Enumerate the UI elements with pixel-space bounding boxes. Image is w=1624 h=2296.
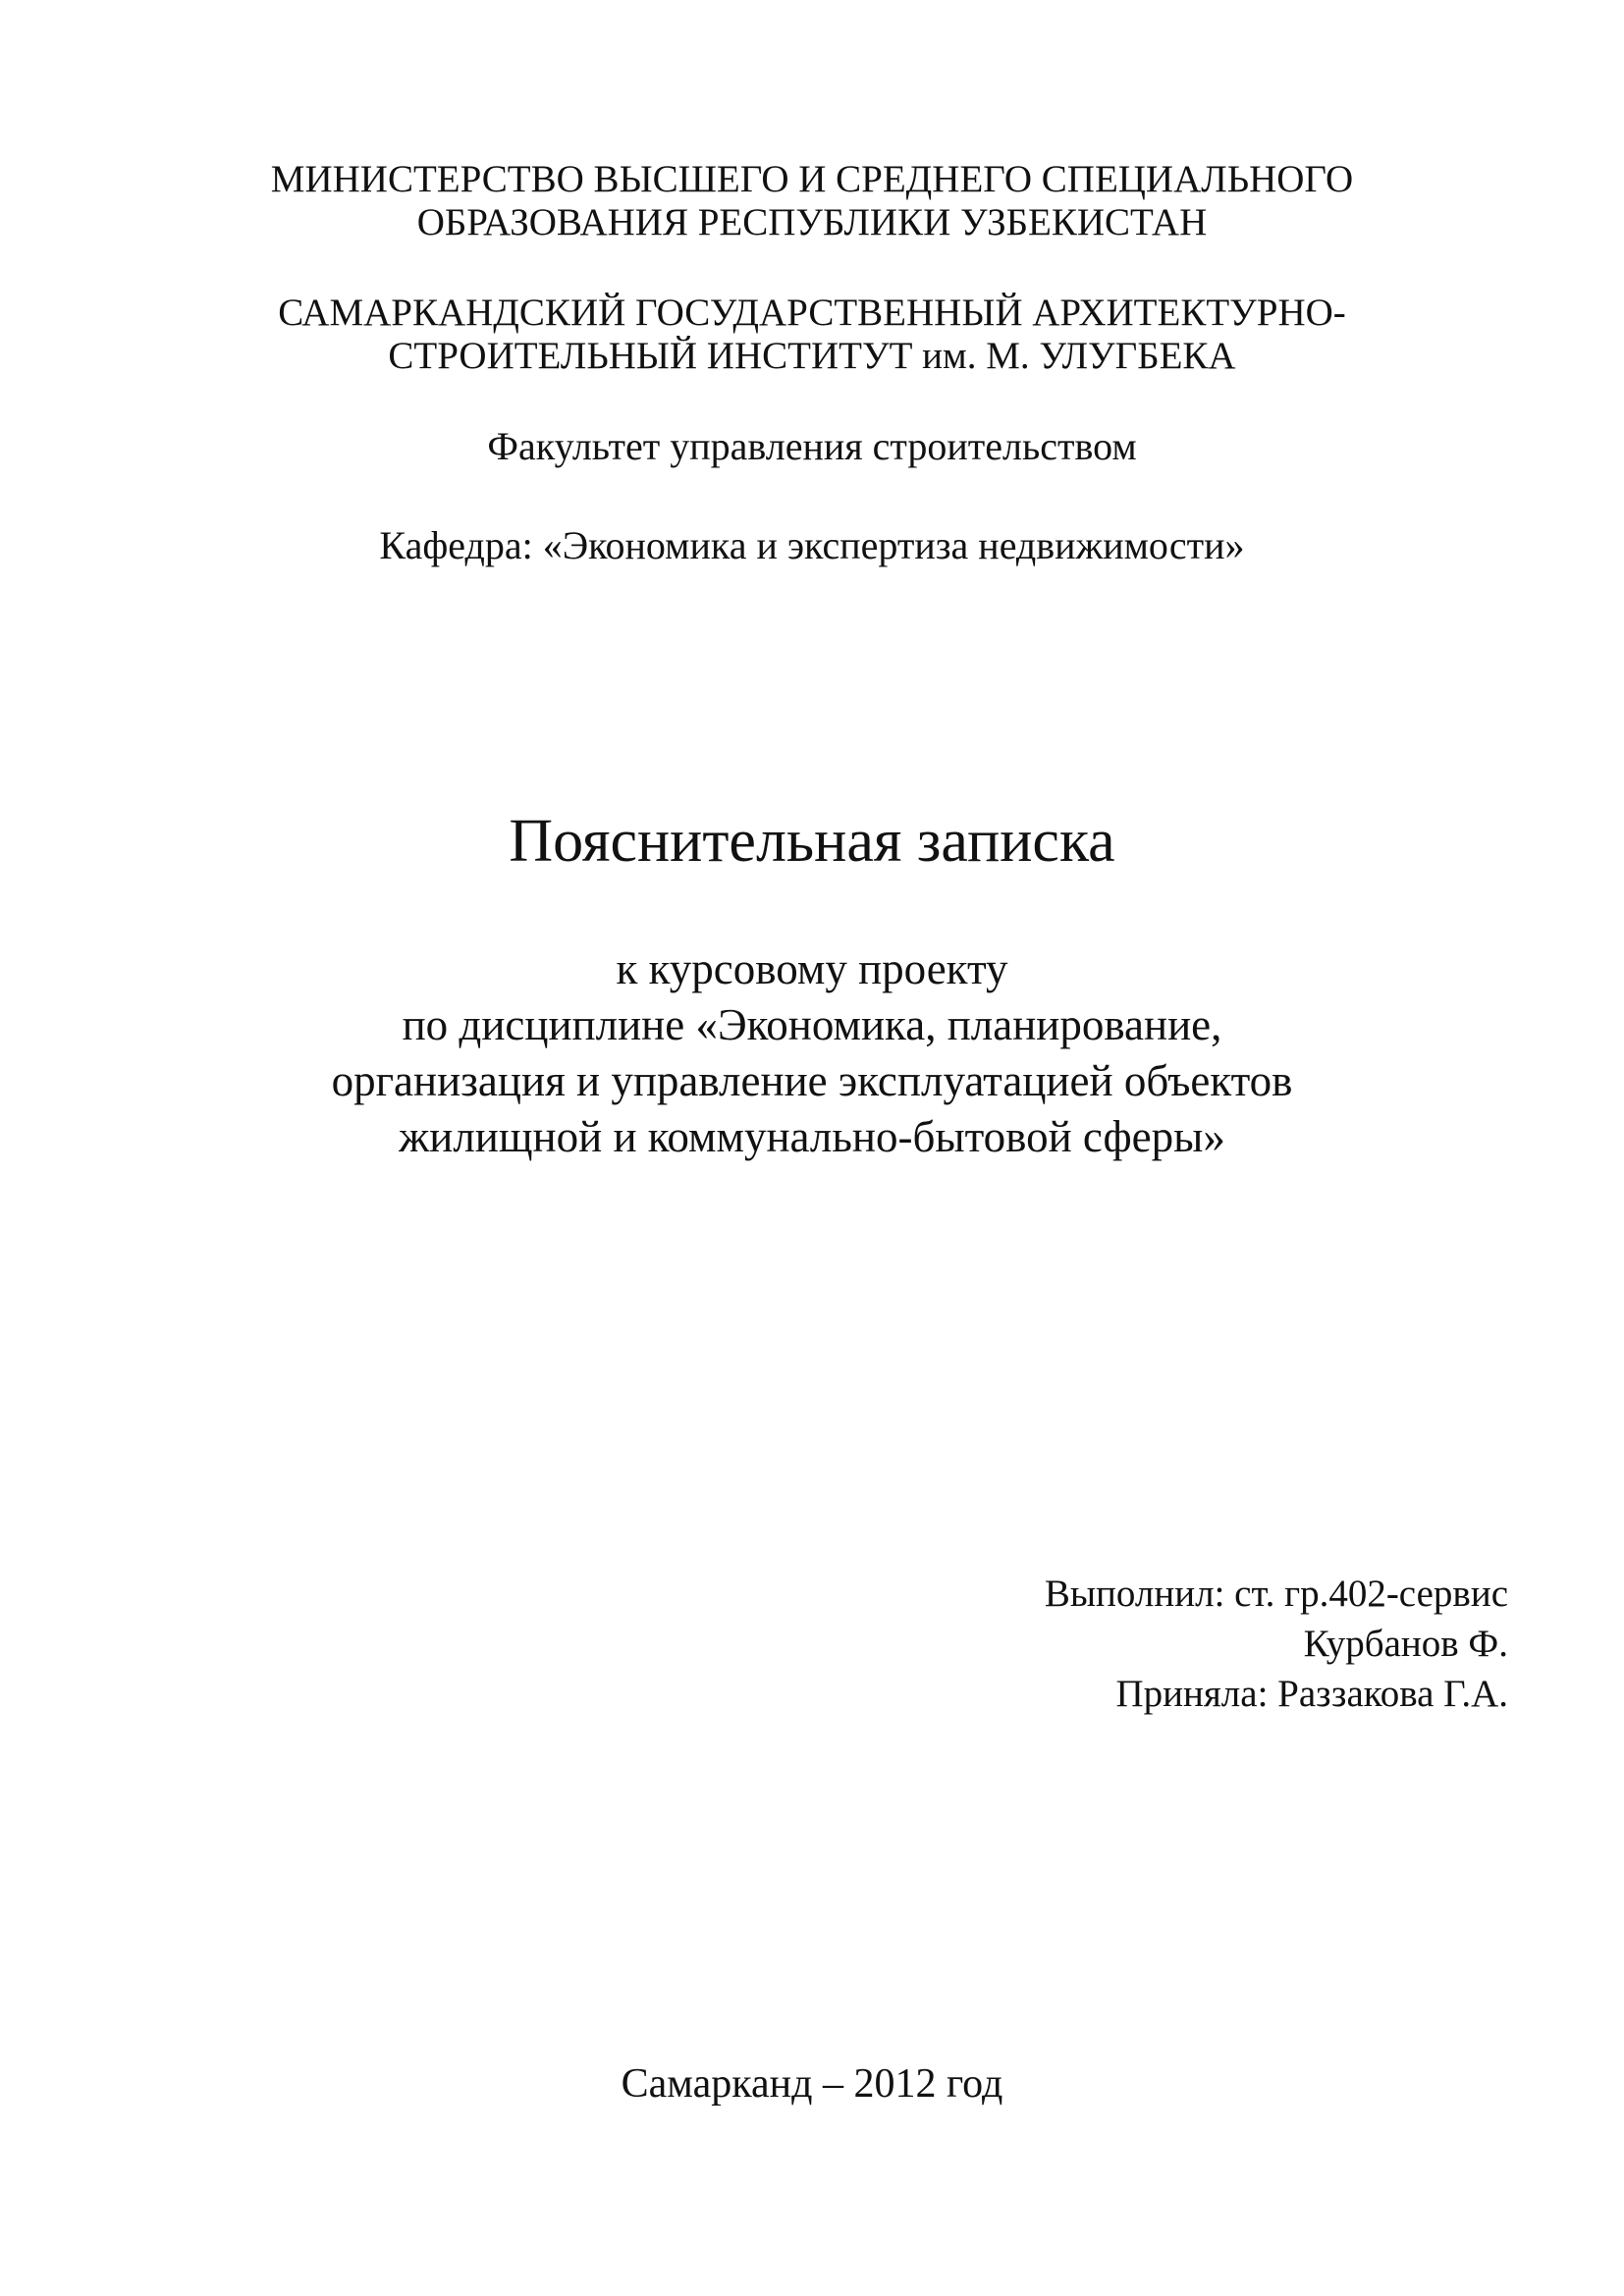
- faculty-name: Факультет управления строительством: [487, 424, 1137, 468]
- subtitle-line-2: по дисциплине «Экономика, планирование,: [402, 1000, 1222, 1049]
- ministry-line-2: ОБРАЗОВАНИЯ РЕСПУБЛИКИ УЗБЕКИСТАН: [416, 201, 1208, 243]
- student-name: Курбанов Ф.: [1303, 1623, 1508, 1665]
- subtitle-line-1: к курсовому проекту: [616, 944, 1008, 993]
- ministry-line-1: МИНИСТЕРСТВО ВЫСШЕГО И СРЕДНЕГО СПЕЦИАЛЬНОГО: [270, 158, 1354, 200]
- institute-line-1: САМАРКАНДСКИЙ ГОСУДАРСТВЕННЫЙ АРХИТЕКТУРНО-: [278, 292, 1346, 334]
- department-name: Кафедра: «Экономика и экспертиза недвижимости»: [379, 523, 1245, 567]
- institute-line-2: СТРОИТЕЛЬНЫЙ ИНСТИТУТ им. М. УЛУГБЕКА: [388, 335, 1236, 377]
- performed-by: Выполнил: ст. гр.402-сервис: [1044, 1573, 1508, 1615]
- document-title: Пояснительная записка: [509, 808, 1115, 875]
- accepted-by: Приняла: Раззакова Г.А.: [1115, 1673, 1508, 1715]
- city-year: Самарканд – 2012 год: [621, 2061, 1003, 2107]
- subtitle-line-4: жилищной и коммунально-бытовой сферы»: [399, 1112, 1225, 1161]
- subtitle-line-3: организация и управление эксплуатацией объектов: [331, 1056, 1293, 1105]
